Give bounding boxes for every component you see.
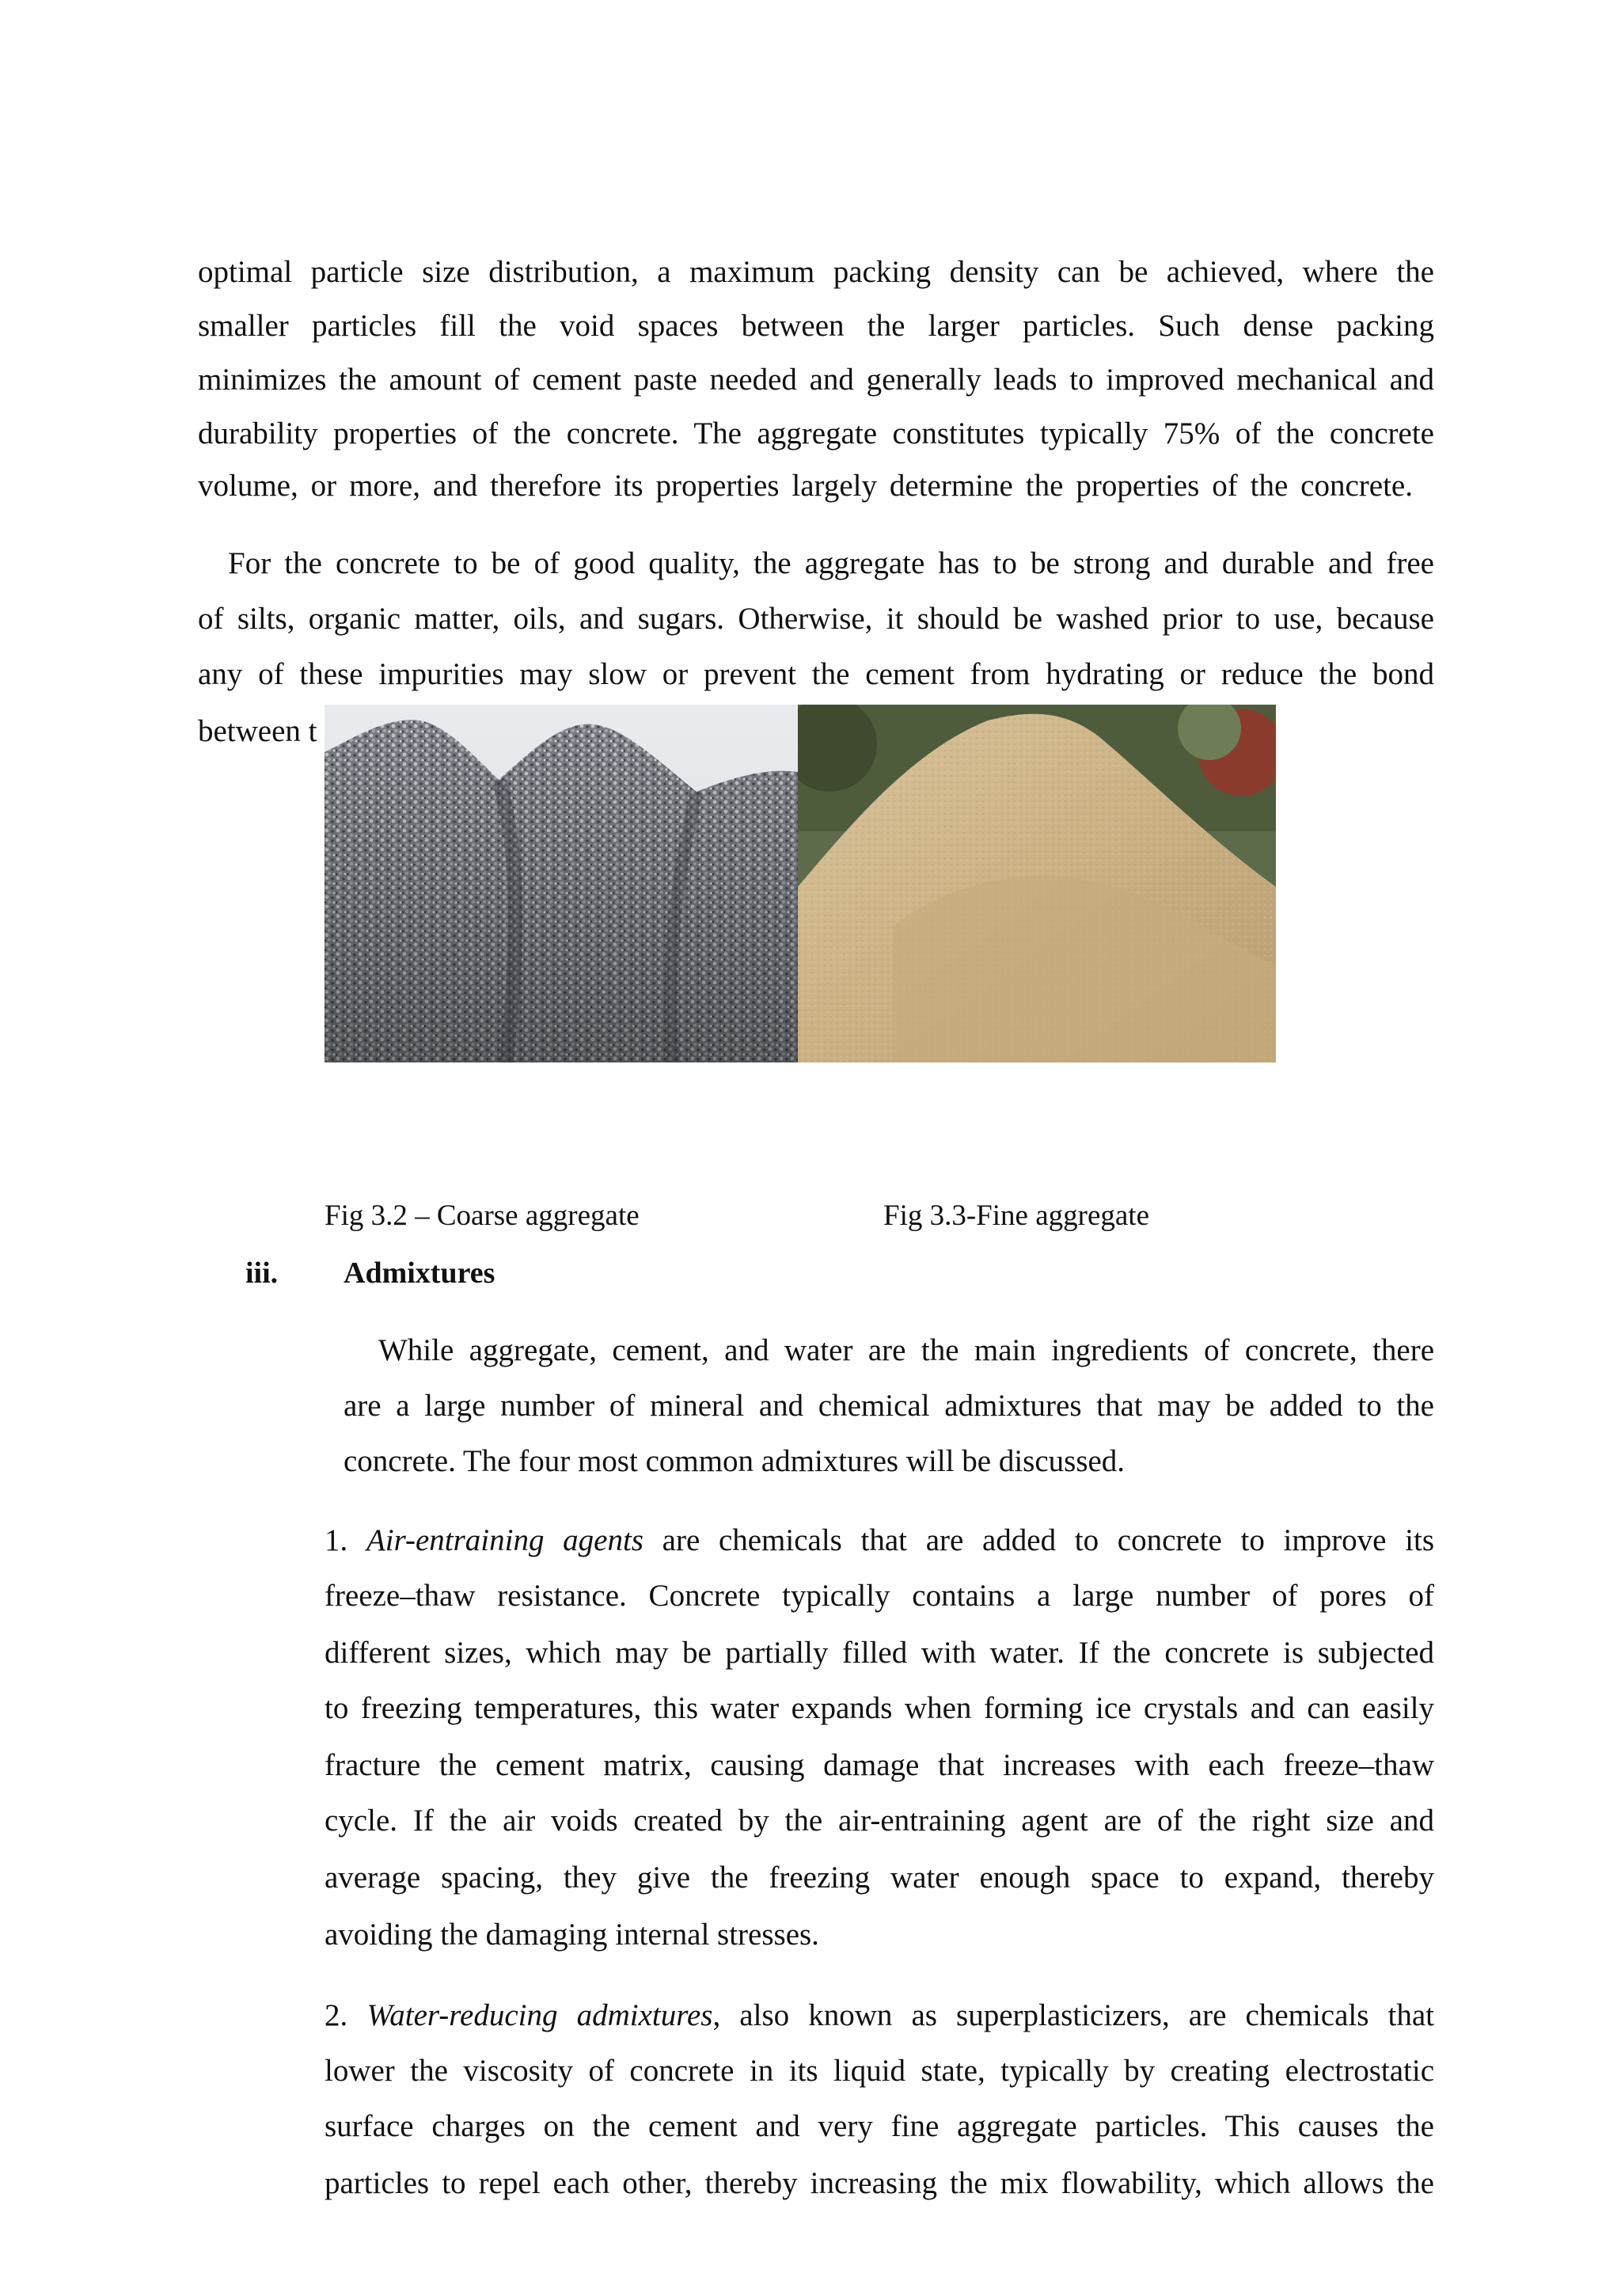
section-heading: Admixtures (344, 1256, 495, 1290)
coarse-aggregate-photo (325, 705, 798, 1062)
paragraph-line: concrete. The four most common admixtures will be discussed. (344, 1444, 1126, 1478)
paragraph-line: between t (198, 714, 317, 748)
paragraph-line: particles to repel each other, thereby increasing the mix flowability, which allows the (325, 2166, 1434, 2200)
emphasized-term: Air-entraining agents (366, 1523, 643, 1557)
paragraph-line: While aggregate, cement, and water are the main ingredients of concrete, there (378, 1333, 1434, 1367)
emphasized-term: Water-reducing admixtures (366, 1998, 713, 2032)
paragraph-line: to freezing temperatures, this water expands when forming ice crystals and can easily (325, 1691, 1434, 1725)
paragraph-line: of silts, organic matter, oils, and sugars. Otherwise, it should be washed prior to use, because (198, 602, 1434, 636)
section-number: iii. (245, 1256, 279, 1290)
paragraph-line: lower the viscosity of concrete in its liquid state, typically by creating electrostatic (325, 2054, 1434, 2088)
paragraph-line: freeze–thaw resistance. Concrete typically contains a large number of pores of (325, 1579, 1434, 1613)
figure-caption-coarse: Fig 3.2 – Coarse aggregate (325, 1199, 640, 1232)
list-item-first-line (325, 1995, 1434, 2036)
paragraph-line: fracture the cement matrix, causing damage that increases with each freeze–thaw (325, 1748, 1434, 1782)
paragraph-line: volume, or more, and therefore its properties largely determine the properties of the concrete. (198, 469, 1413, 503)
list-number: 2. (325, 1998, 367, 2032)
paragraph-line: different sizes, which may be partially filled with water. If the concrete is subjected (325, 1636, 1434, 1670)
figure-caption-fine: Fig 3.3-Fine aggregate (883, 1199, 1149, 1232)
paragraph-line: average spacing, they give the freezing water enough space to expand, thereby (325, 1861, 1434, 1895)
paragraph-line: are a large number of mineral and chemical admixtures that may be added to the (344, 1389, 1434, 1423)
fine-aggregate-photo (798, 705, 1276, 1062)
paragraph-line: surface charges on the cement and very fine aggregate particles. This causes the (325, 2109, 1434, 2143)
paragraph-line: any of these impurities may slow or prevent the cement from hydrating or reduce the bond (198, 657, 1434, 691)
list-item-text: are chemicals that are added to concrete to improve its (643, 1523, 1435, 1557)
paragraph-line: avoiding the damaging internal stresses. (325, 1918, 819, 1952)
paragraph-line: For the concrete to be of good quality, the aggregate has to be strong and durable and free (228, 546, 1434, 580)
list-item-text: , also known as superplasticizers, are chemicals that (712, 1998, 1435, 2032)
paragraph-line: minimizes the amount of cement paste needed and generally leads to improved mechanical and (198, 363, 1434, 397)
list-number: 1. (325, 1523, 366, 1557)
paragraph-line: optimal particle size distribution, a maximum packing density can be achieved, where the (198, 255, 1434, 289)
list-item-first-line (325, 1520, 1434, 1561)
paragraph-line: durability properties of the concrete. The aggregate constitutes typically 75% of the concrete (198, 416, 1434, 450)
paragraph-line: cycle. If the air voids created by the air-entraining agent are of the right size and (325, 1804, 1434, 1838)
paragraph-line: smaller particles fill the void spaces between the larger particles. Such dense packing (198, 309, 1434, 343)
